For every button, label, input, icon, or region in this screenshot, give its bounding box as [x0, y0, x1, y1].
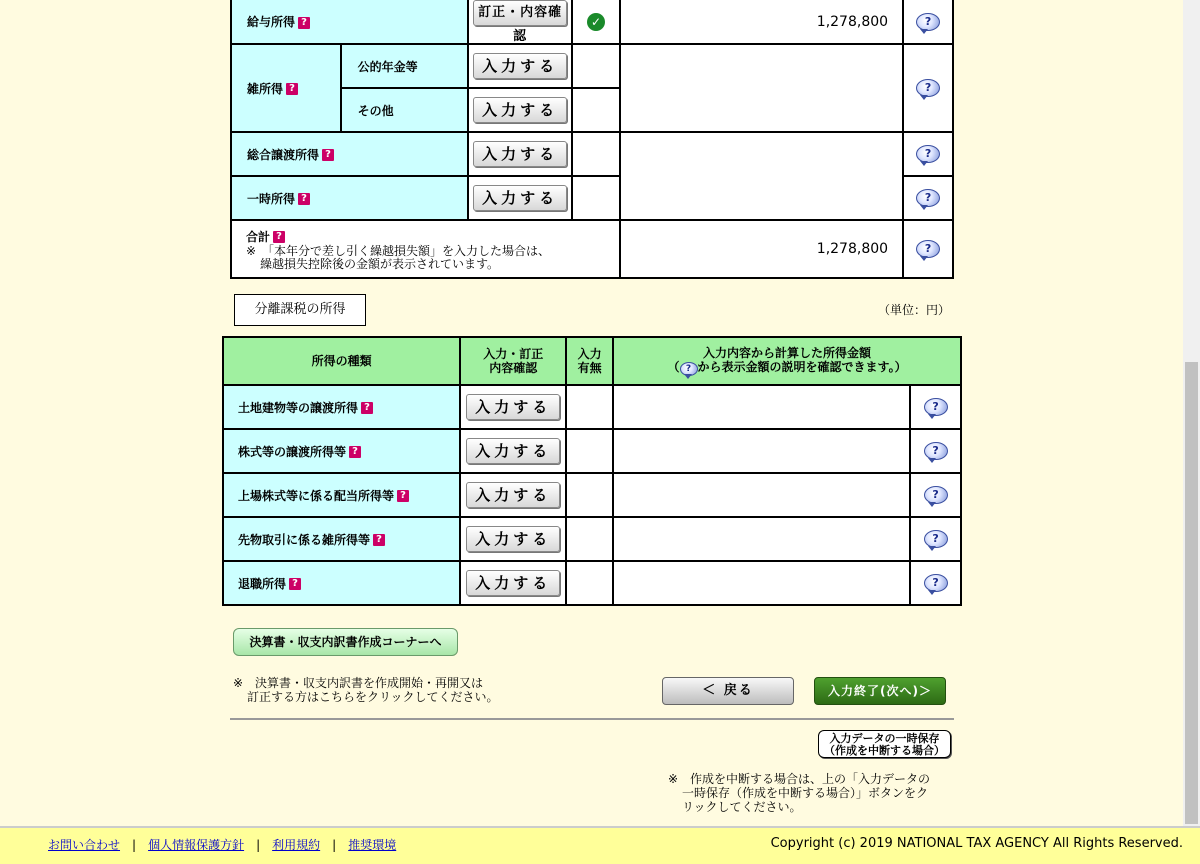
help-bubble-icon: ?	[680, 362, 698, 376]
question-icon[interactable]: ?	[349, 446, 361, 458]
separate-taxation-label: 分離課税の所得	[234, 294, 366, 326]
temporary-income-label: 一時所得 ?	[231, 176, 468, 220]
table-row: 土地建物等の譲渡所得 ? 入力する ?	[223, 385, 961, 429]
public-pension-label: 公的年金等	[341, 44, 469, 88]
footer-link-privacy[interactable]: 個人情報保護方針	[148, 838, 245, 852]
misc-income-label: 雑所得 ?	[231, 44, 341, 132]
help-bubble-icon[interactable]: ?	[916, 240, 940, 258]
finish-next-button[interactable]: 入力終了(次へ)＞	[814, 677, 946, 705]
question-icon[interactable]: ?	[273, 231, 285, 243]
help-bubble-icon[interactable]: ?	[924, 530, 948, 548]
question-icon[interactable]: ?	[298, 193, 310, 205]
footer-links: お問い合わせ | 個人情報保護方針 | 利用規約 | 推奨環境	[48, 838, 397, 852]
table-row: 上場株式等に係る配当所得等 ? 入力する ?	[223, 473, 961, 517]
footer	[0, 826, 1200, 864]
temporary-save-button[interactable]: 入力データの一時保存 （作成を中断する場合）	[818, 730, 951, 758]
total-label: 合計 ? ※ 「本年分で差し引く繰越損失額」を入力した場合は、 繰越損失控除後の金額が表示されています。	[231, 220, 620, 278]
table-row: 株式等の譲渡所得等 ? 入力する ?	[223, 429, 961, 473]
question-icon[interactable]: ?	[397, 490, 409, 502]
help-bubble-icon[interactable]: ?	[916, 13, 940, 31]
comprehensive-transfer-label: 総合譲渡所得 ?	[231, 132, 468, 176]
retirement-input-button[interactable]: 入力する	[466, 570, 560, 596]
public-pension-presence	[572, 44, 620, 88]
land-building-input-button[interactable]: 入力する	[466, 394, 560, 420]
help-bubble-icon[interactable]: ?	[924, 398, 948, 416]
corner-note: ※ 決算書・収支内訳書を作成開始・再開又は 訂正する方はこちらをクリックしてください。	[233, 676, 499, 704]
salary-correct-button[interactable]: 訂正・内容確認	[473, 0, 567, 26]
table-row: 退職所得 ? 入力する ?	[223, 561, 961, 605]
scrollbar-thumb[interactable]	[1185, 362, 1198, 824]
question-icon[interactable]: ?	[289, 578, 301, 590]
temporary-input-button[interactable]: 入力する	[473, 185, 567, 211]
footer-link-environment[interactable]: 推奨環境	[348, 838, 397, 852]
help-bubble-icon[interactable]: ?	[924, 486, 948, 504]
copyright: Copyright (c) 2019 NATIONAL TAX AGENCY All Rights Reserved.	[770, 836, 1183, 851]
divider	[230, 718, 954, 720]
separate-income-table	[222, 336, 962, 606]
unit-label: （単位：円）	[878, 303, 951, 317]
question-icon[interactable]: ?	[286, 83, 298, 95]
misc-other-presence	[572, 88, 620, 132]
help-bubble-icon[interactable]: ?	[916, 79, 940, 97]
help-bubble-icon[interactable]: ?	[924, 442, 948, 460]
stock-transfer-input-button[interactable]: 入力する	[466, 438, 560, 464]
misc-other-label: その他	[341, 88, 469, 132]
back-button[interactable]: ＜ 戻る	[662, 677, 794, 705]
save-note: ※ 作成を中断する場合は、上の「入力データの 一時保存（作成を中断する場合）」ボタンをク リックしてください。	[668, 772, 931, 814]
total-amount: 1,278,800	[620, 220, 903, 278]
misc-other-input-button[interactable]: 入力する	[473, 97, 567, 123]
header-presence: 入力 有無	[566, 337, 613, 385]
comprehensive-income-table	[230, 0, 954, 279]
listed-dividend-input-button[interactable]: 入力する	[466, 482, 560, 508]
header-input-correct: 入力・訂正 内容確認	[460, 337, 566, 385]
table-row: 先物取引に係る雑所得等 ? 入力する ?	[223, 517, 961, 561]
help-bubble-icon[interactable]: ?	[924, 574, 948, 592]
header-calculated-amount: 入力内容から計算した所得金額 （ ? から表示金額の説明を確認できます。）	[613, 337, 961, 385]
public-pension-input-button[interactable]: 入力する	[473, 53, 567, 79]
transfer-temporary-amount	[620, 132, 903, 220]
header-income-type: 所得の種類	[223, 337, 460, 385]
comprehensive-transfer-input-button[interactable]: 入力する	[473, 141, 567, 167]
question-icon[interactable]: ?	[298, 17, 310, 29]
salary-income-label: 給与所得 ?	[231, 0, 468, 44]
futures-input-button[interactable]: 入力する	[466, 526, 560, 552]
misc-amount	[620, 44, 903, 132]
help-bubble-icon[interactable]: ?	[916, 145, 940, 163]
financial-statement-corner-button[interactable]: 決算書・収支内訳書作成コーナーへ	[233, 628, 458, 656]
question-icon[interactable]: ?	[373, 534, 385, 546]
footer-link-contact[interactable]: お問い合わせ	[48, 838, 121, 852]
question-icon[interactable]: ?	[361, 402, 373, 414]
vertical-scrollbar[interactable]	[1183, 0, 1200, 826]
check-circle-icon: ✓	[587, 13, 605, 31]
salary-amount: 1,278,800	[620, 0, 903, 44]
question-icon[interactable]: ?	[322, 149, 334, 161]
footer-link-terms[interactable]: 利用規約	[272, 838, 321, 852]
total-note: ※ 「本年分で差し引く繰越損失額」を入力した場合は、 繰越損失控除後の金額が表示されています。	[246, 243, 551, 271]
help-bubble-icon[interactable]: ?	[916, 189, 940, 207]
